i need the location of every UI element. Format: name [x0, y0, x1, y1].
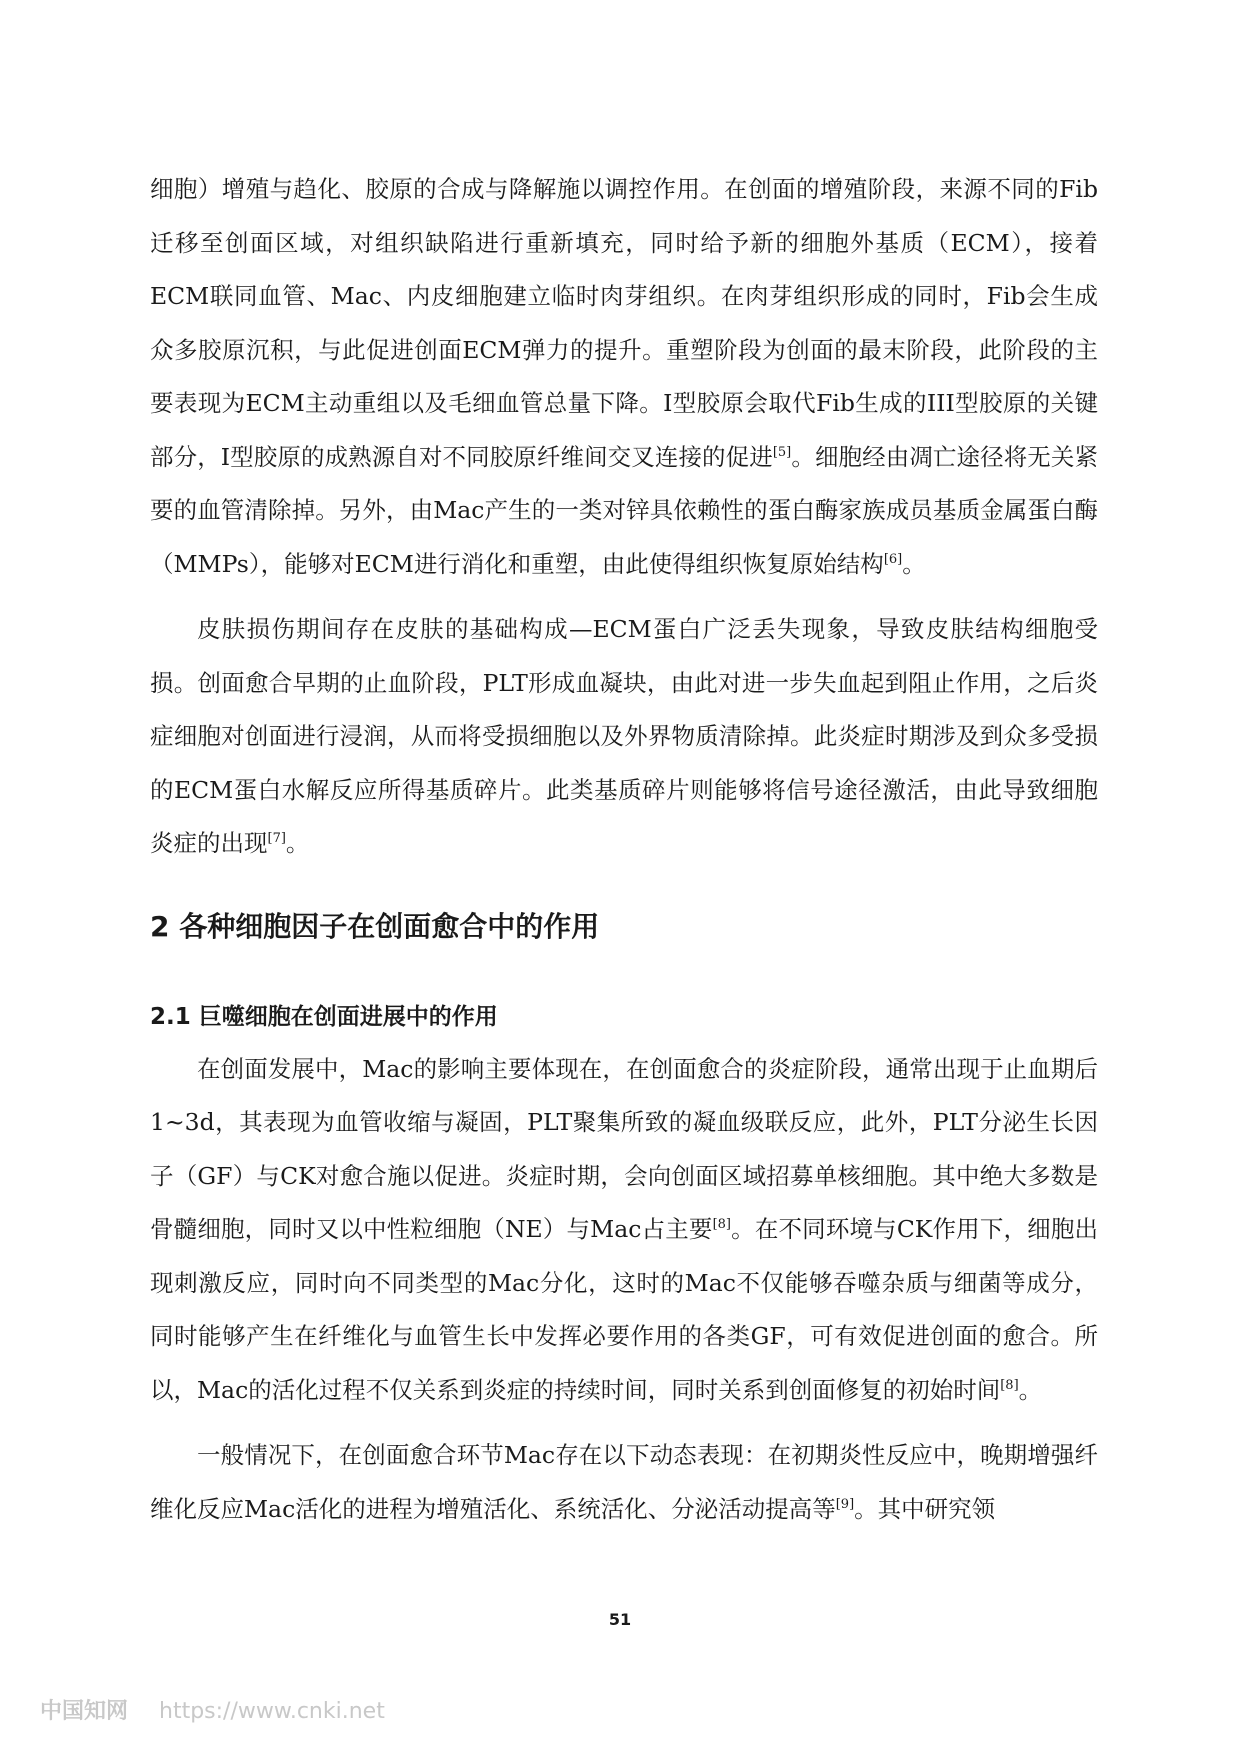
citation-ref[interactable]: [5]: [772, 444, 792, 460]
paragraph-text: 。: [285, 829, 310, 857]
paragraph-text: 一般情况下，在创面愈合环节Mac存在以下动态表现：在初期炎性反应中，晚期增强纤维化反应Mac活化的进程为增殖活化、系统活化、分泌活动提高等: [150, 1441, 1098, 1523]
paragraph-text: 。: [1018, 1375, 1043, 1404]
page-number: 51: [608, 1610, 632, 1629]
body-paragraph: [150, 1429, 1098, 1536]
body-paragraph: [150, 1043, 1098, 1418]
citation-ref[interactable]: [7]: [267, 831, 286, 847]
citation-ref[interactable]: [8]: [1000, 1377, 1019, 1393]
paragraph-text: 。: [902, 549, 926, 578]
paragraph-text: 。细胞经由凋亡途径将无关紧要的血管清除掉。另外，由Mac产生的一类对锌具依赖性的蛋白酶家族成员基质金属蛋白酶（MMPs），能够对ECM进行消化和重塑，由此使得组织恢复原始结构: [150, 442, 1098, 578]
subsection-heading: 2.1 巨噬细胞在创面进展中的作用: [150, 1003, 498, 1030]
section-heading: 2 各种细胞因子在创面愈合中的作用: [150, 909, 600, 943]
cnki-watermark: [40, 1694, 385, 1725]
citation-ref[interactable]: [6]: [883, 551, 903, 567]
body-paragraph: [150, 163, 1098, 591]
page-content: [150, 163, 1098, 1536]
paragraph-text: 。在不同环境与CK作用下，细胞出现刺激反应，同时向不同类型的Mac分化，这时的Mac不仅能够吞噬杂质与细菌等成分，同时能够产生在纤维化与血管生长中发挥必要作用的各类GF，可有效促进创面的愈合。所以，Mac的活化过程不仅关系到炎症的持续时间，同时关系到创面修复的初始时间: [150, 1215, 1099, 1404]
cnki-logo: 中国知网: [40, 1699, 129, 1724]
paragraph-text: 皮肤损伤期间存在皮肤的基础构成—ECM蛋白广泛丢失现象，导致皮肤结构细胞受损。创面愈合早期的止血阶段，PLT形成血凝块，由此对进一步失血起到阻止作用，之后炎症细胞对创面进行浸润，从而将受损细胞以及外界物质清除掉。此炎症时期涉及到众多受损的ECM蛋白水解反应所得基质碎片。此类基质碎片则能够将信号途径激活，由此导致细胞炎症的出现: [150, 615, 1098, 857]
citation-ref[interactable]: [9]: [835, 1496, 855, 1512]
paragraph-text: 。其中研究领: [854, 1494, 996, 1523]
cnki-url: https://www.cnki.net: [159, 1699, 385, 1724]
paragraph-text: 在创面发展中，Mac的影响主要体现在，在创面愈合的炎症阶段，通常出现于止血期后1~3d，其表现为血管收缩与凝固，PLT聚集所致的凝血级联反应，此外，PLT分泌生长因子（GF）与CK对愈合施以促进。炎症时期，会向创面区域招募单核细胞。其中绝大多数是骨髓细胞，同时又以中性粒细胞（NE）与Mac占主要: [150, 1054, 1098, 1243]
body-paragraph: [150, 603, 1098, 871]
paragraph-text: 细胞）增殖与趋化、胶原的合成与降解施以调控作用。在创面的增殖阶段，来源不同的Fib迁移至创面区域，对组织缺陷进行重新填充，同时给予新的细胞外基质（ECM），接着ECM联同血管、Mac、内皮细胞建立临时肉芽组织。在肉芽组织形成的同时，Fib会生成众多胶原沉积，与此促进创面ECM弹力的提升。重塑阶段为创面的最末阶段，此阶段的主要表现为ECM主动重组以及毛细血管总量下降。I型胶原会取代Fib生成的III型胶原的关键部分，I型胶原的成熟源自对不同胶原纤维间交叉连接的促进: [150, 175, 1098, 471]
citation-ref[interactable]: [8]: [712, 1217, 731, 1233]
